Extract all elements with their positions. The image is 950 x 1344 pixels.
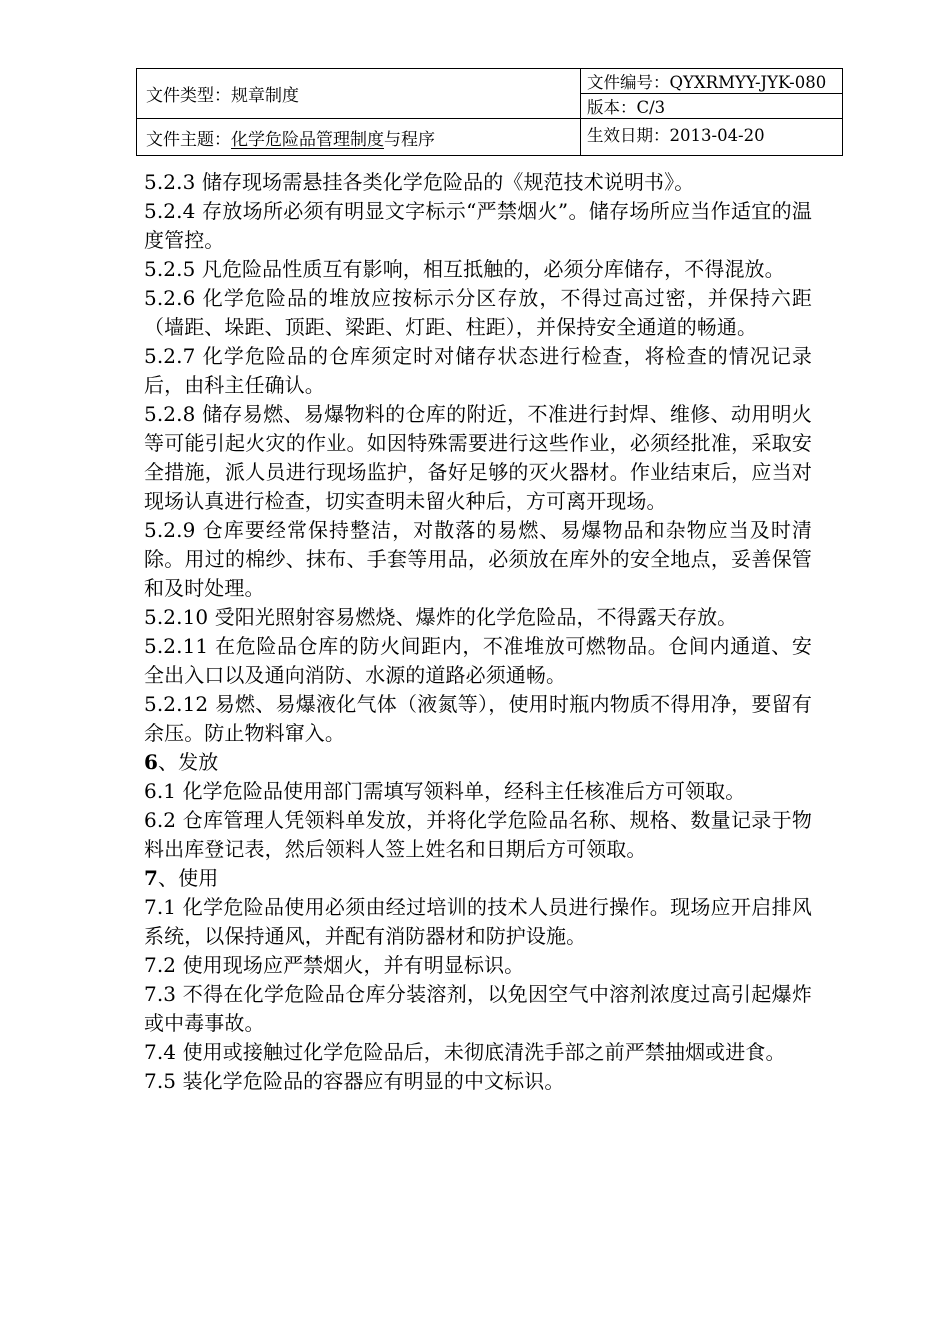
paragraph-5-2-3: 5.2.3 储存现场需悬挂各类化学危险品的《规范技术说明书》。	[144, 170, 695, 194]
section-7-number: 7	[144, 866, 159, 890]
section-7-title: 、使用	[158, 866, 219, 890]
paragraph-5-2-5: 5.2.5 凡危险品性质互有影响，相互抵触的，必须分库储存，不得混放。	[144, 257, 785, 281]
paragraph-6-1: 6.1 化学危险品使用部门需填写领料单，经科主任核准后方可领取。	[144, 779, 746, 803]
effective-date-cell	[581, 119, 843, 156]
subject-label: 文件主题：	[146, 129, 231, 150]
doc-type: 文件类型：规章制度	[146, 86, 299, 106]
version-cell	[581, 94, 843, 119]
paragraph-5-2-12: 5.2.12 易燃、易爆液化气体（液氮等），使用时瓶内物质不得用净，要留有余压。防止物料窜入。	[144, 692, 812, 745]
subject-cell	[137, 119, 581, 156]
subject-suffix: 与程序	[384, 129, 435, 150]
paragraph-5-2-7: 5.2.7 化学危险品的仓库须定时对储存状态进行检查，将检查的情况记录后，由科主任确认。	[144, 344, 812, 397]
doc-number: 文件编号：QYXRMYY-JYK-080	[587, 73, 827, 92]
document-body	[144, 168, 812, 1096]
section-6-heading	[144, 748, 812, 777]
paragraph-5-2-6: 5.2.6 化学危险品的堆放应按标示分区存放，不得过高过密，并保持六距（墙距、垛距、顶距、梁距、灯距、柱距），并保持安全通道的畅通。	[144, 286, 812, 339]
document-header-table	[136, 68, 843, 156]
section-6-number: 6	[144, 750, 159, 774]
paragraph-5-2-10: 5.2.10 受阳光照射容易燃烧、爆炸的化学危险品，不得露天存放。	[144, 605, 738, 629]
subject-title: 化学危险品管理制度	[231, 129, 384, 150]
doc-type-cell	[137, 69, 581, 119]
paragraph-5-2-9: 5.2.9 仓库要经常保持整洁，对散落的易燃、易爆物品和杂物应当及时清除。用过的棉纱、抹布、手套等用品，必须放在库外的安全地点，妥善保管和及时处理。	[144, 518, 812, 600]
paragraph-7-3: 7.3 不得在化学危险品仓库分装溶剂，以免因空气中溶剂浓度过高引起爆炸或中毒事故。	[144, 982, 812, 1035]
paragraph-7-5: 7.5 装化学危险品的容器应有明显的中文标识。	[144, 1069, 565, 1093]
paragraph-5-2-4: 5.2.4 存放场所必须有明显文字标示“严禁烟火”。储存场所应当作适宜的温度管控。	[144, 199, 812, 252]
paragraph-7-2: 7.2 使用现场应严禁烟火，并有明显标识。	[144, 953, 525, 977]
section-7-heading	[144, 864, 812, 893]
section-6-title: 、发放	[158, 750, 219, 774]
doc-version: 版本：C/3	[587, 98, 666, 117]
paragraph-7-4: 7.4 使用或接触过化学危险品后，未彻底清洗手部之前严禁抽烟或进食。	[144, 1040, 786, 1064]
doc-number-cell	[581, 69, 843, 94]
effective-date: 生效日期：2013-04-20	[587, 126, 765, 145]
paragraph-7-1: 7.1 化学危险品使用必须由经过培训的技术人员进行操作。现场应开启排风系统，以保持通风，并配有消防器材和防护设施。	[144, 895, 812, 948]
paragraph-5-2-8: 5.2.8 储存易燃、易爆物料的仓库的附近，不准进行封焊、维修、动用明火等可能引起火灾的作业。如因特殊需要进行这些作业，必须经批准，采取安全措施，派人员进行现场监护，备好足够的灭火器材。作业结束后，应当对现场认真进行检查，切实查明未留火种后，方可离开现场。	[144, 402, 812, 513]
paragraph-5-2-11: 5.2.11 在危险品仓库的防火间距内，不准堆放可燃物品。仓间内通道、安全出入口以及通向消防、水源的道路必须通畅。	[144, 634, 812, 687]
paragraph-6-2: 6.2 仓库管理人凭领料单发放，并将化学危险品名称、规格、数量记录于物料出库登记表，然后领料人签上姓名和日期后方可领取。	[144, 808, 812, 861]
